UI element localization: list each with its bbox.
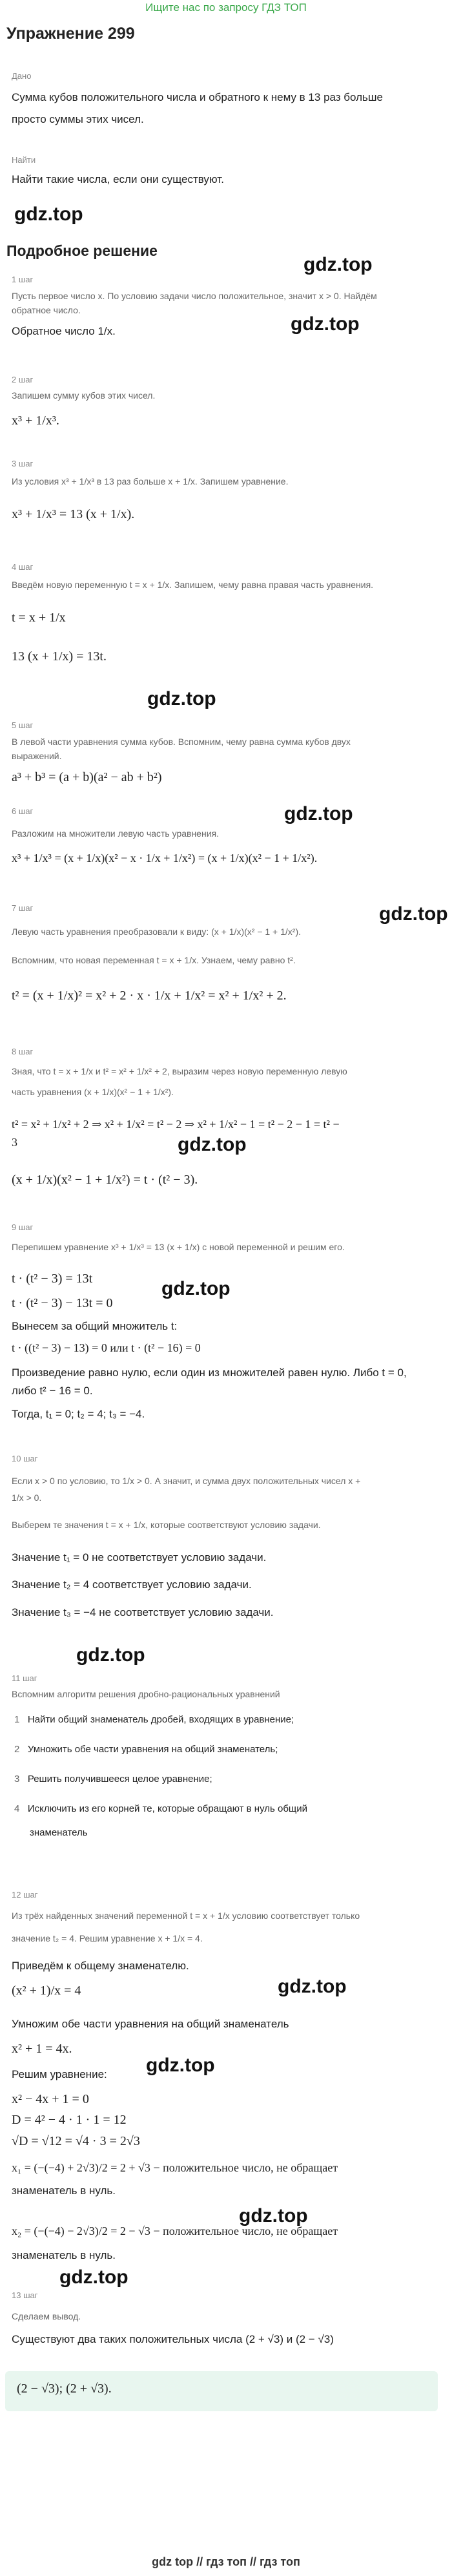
step-label: 4 шаг [12, 562, 34, 572]
step-math: t · (t² − 3) − 13t = 0 [12, 1296, 113, 1310]
step-math: x² + 1 = 4x. [12, 2042, 72, 2056]
step-text: Введём новую переменную t = x + 1/x. Запишем, чему равна правая часть уравнения. [12, 580, 374, 590]
watermark: gdz.top [161, 1278, 231, 1299]
watermark: gdz.top [303, 254, 373, 275]
step-math: x₁ = (−(−4) + 2√3)/2 = 2 + √3 − положительное число, не обращает [12, 2161, 338, 2174]
step-math: t · (t² − 3) = 13t [12, 1272, 93, 1286]
step-label: 8 шаг [12, 1047, 34, 1056]
watermark: gdz.top [239, 2205, 308, 2226]
step-text: Сделаем вывод. [12, 2311, 81, 2321]
page-title: Упражнение 299 [6, 25, 135, 43]
step-text: Вынесем за общий множитель t: [12, 1320, 178, 1332]
naiti-label: Найти [12, 155, 36, 165]
list-item: 2 Умножить обе части уравнения на общий знаменатель; [14, 1744, 278, 1755]
step-text: Из трёх найденных значений переменной t = x + 1/x условию соответствует только [12, 1911, 360, 1921]
watermark: gdz.top [14, 204, 83, 225]
step-text: Вспомним, что новая переменная t = x + 1/x. Узнаем, чему равно t². [12, 955, 296, 965]
step-text: Запишем сумму кубов этих чисел. [12, 390, 156, 401]
step-label: 12 шаг [12, 1890, 38, 1900]
list-item: 1 Найти общий знаменатель дробей, входящих в уравнение; [14, 1714, 294, 1725]
step-text: Зная, что t = x + 1/x и t² = x² + 1/x² + 2, выразим через новую переменную левую [12, 1066, 347, 1076]
step-text: либо t² − 16 = 0. [12, 1385, 93, 1397]
step-text: часть уравнения (x + 1/x)(x² − 1 + 1/x²). [12, 1087, 174, 1097]
step-math: √D = √12 = √4 · 3 = 2√3 [12, 2134, 140, 2148]
step-label: 9 шаг [12, 1222, 34, 1232]
step-math: x³ + 1/x³ = (x + 1/x)(x² − x · 1/x + 1/x²) = (x + 1/x)(x² − 1 + 1/x²). [12, 852, 318, 864]
watermark: gdz.top [76, 1644, 145, 1666]
step-text: выражений. [12, 751, 62, 761]
step-label: 13 шаг [12, 2290, 38, 2300]
top-link[interactable]: Ищите нас по запросу ГДЗ ТОП [145, 1, 307, 14]
step-label: 5 шаг [12, 720, 34, 730]
list-item-text: знаменатель [30, 1827, 88, 1838]
step-text: В левой части уравнения сумма кубов. Вспомним, чему равна сумма кубов двух [12, 737, 351, 747]
step-text: Значение t₃ = −4 не соответствует условию задачи. [12, 1606, 274, 1618]
watermark: gdz.top [291, 313, 360, 335]
list-item [30, 1825, 88, 1840]
step-text: Существуют два таких положительных числа (2 + √3) и (2 − √3) [12, 2333, 334, 2345]
step-text: Умножим обе части уравнения на общий знаменатель [12, 2018, 289, 2030]
step-math: 13 (x + 1/x) = 13t. [12, 649, 107, 664]
step-text: знаменатель в нуль. [12, 2249, 116, 2261]
list-item-text: Исключить из его корней те, которые обращают в нуль общий [27, 1803, 308, 1814]
step-math: t · ((t² − 3) − 13) = 0 или t · (t² − 16) = 0 [12, 1341, 201, 1354]
step-text: Если x > 0 по условию, то 1/x > 0. А значит, и сумма двух положительных чисел x + [12, 1476, 361, 1486]
step-math: 3 [12, 1136, 17, 1149]
step-text: значение t₂ = 4. Решим уравнение x + 1/x = 4. [12, 1933, 203, 1943]
answer-box [5, 2371, 438, 2411]
step-text: знаменатель в нуль. [12, 2184, 116, 2197]
step-text: Тогда, t₁ = 0; t₂ = 4; t₃ = −4. [12, 1408, 145, 1420]
step-text: Решим уравнение: [12, 2068, 107, 2080]
step-math: x³ + 1/x³ = 13 (x + 1/x). [12, 507, 135, 521]
step-label: 1 шаг [12, 275, 34, 284]
list-item-text: Найти общий знаменатель дробей, входящих в уравнение; [27, 1714, 294, 1725]
step-label: 7 шаг [12, 903, 34, 913]
step-text: Выберем те значения t = x + 1/x, которые соответствуют условию задачи. [12, 1520, 321, 1530]
dano-text-2: просто суммы этих чисел. [12, 113, 144, 125]
list-item: 3 Решить получившееся целое уравнение; [14, 1774, 212, 1785]
section-title: Подробное решение [6, 242, 158, 259]
step-label: 11 шаг [12, 1673, 37, 1683]
watermark: gdz.top [379, 903, 448, 925]
step-text: Приведём к общему знаменателю. [12, 1960, 189, 1972]
step-text: Из условия x³ + 1/x³ в 13 раз больше x + 1/x. Запишем уравнение. [12, 476, 289, 487]
step-math: x² − 4x + 1 = 0 [12, 2092, 89, 2106]
step-math: (x + 1/x)(x² − 1 + 1/x²) = t · (t² − 3). [12, 1173, 198, 1187]
step-math: x₂ = (−(−4) − 2√3)/2 = 2 − √3 − положительное число, не обращает [12, 2225, 338, 2237]
watermark: gdz.top [178, 1134, 247, 1155]
dano-text-1: Сумма кубов положительного числа и обратного к нему в 13 раз больше [12, 91, 383, 103]
step-text: Левую часть уравнения преобразовали к виду: (x + 1/x)(x² − 1 + 1/x²). [12, 927, 302, 937]
step-text: Обратное число 1/x. [12, 325, 116, 337]
step-math: (x² + 1)/x = 4 [12, 1984, 81, 1998]
step-label: 3 шаг [12, 459, 34, 468]
dano-label: Дано [12, 71, 32, 81]
watermark: gdz.top [146, 2055, 215, 2076]
watermark: gdz.top [284, 803, 353, 824]
list-item: 4 Исключить из его корней те, которые обращают в нуль общий [14, 1803, 308, 1814]
list-item-text: Решить получившееся целое уравнение; [27, 1774, 212, 1785]
step-text: Значение t₂ = 4 соответствует условию задачи. [12, 1578, 252, 1591]
step-math: t² = (x + 1/x)² = x² + 2 · x · 1/x + 1/x² = x² + 1/x² + 2. [12, 989, 287, 1003]
step-text: Произведение равно нулю, если один из множителей равен нулю. Либо t = 0, [12, 1367, 407, 1379]
naiti-text: Найти такие числа, если они существуют. [12, 173, 224, 185]
step-text: Перепишем уравнение x³ + 1/x³ = 13 (x + 1/x) с новой переменной и решим его. [12, 1242, 345, 1252]
step-text: Значение t₁ = 0 не соответствует условию задачи. [12, 1551, 267, 1564]
step-math: x³ + 1/x³. [12, 414, 59, 428]
step-label: 2 шаг [12, 375, 34, 384]
step-text: Вспомним алгоритм решения дробно-рациональных уравнений [12, 1689, 280, 1699]
step-text: Пусть первое число x. По условию задачи число положительное, значит x > 0. Найдём [12, 291, 377, 301]
step-math: a³ + b³ = (a + b)(a² − ab + b²) [12, 770, 162, 784]
step-text: обратное число. [12, 305, 81, 315]
step-math: D = 4² − 4 · 1 · 1 = 12 [12, 2113, 127, 2127]
step-label: 6 шаг [12, 806, 34, 816]
watermark: gdz.top [147, 688, 216, 709]
list-item-text: Умножить обе части уравнения на общий знаменатель; [27, 1744, 278, 1755]
answer-text: (2 − √3); (2 + √3). [17, 2382, 112, 2396]
step-text: Разложим на множители левую часть уравнения. [12, 828, 219, 839]
step-text: 1/x > 0. [12, 1492, 42, 1503]
watermark: gdz.top [59, 2267, 128, 2288]
step-math: t² = x² + 1/x² + 2 ⇒ x² + 1/x² = t² − 2 ⇒ x² + 1/x² − 1 = t² − 2 − 1 = t² − [12, 1118, 340, 1131]
footer-links[interactable]: gdz top // гдз топ // гдз топ [152, 2555, 300, 2568]
step-label: 10 шаг [12, 1454, 38, 1463]
step-math: t = x + 1/x [12, 611, 66, 625]
watermark: gdz.top [278, 1976, 347, 1997]
